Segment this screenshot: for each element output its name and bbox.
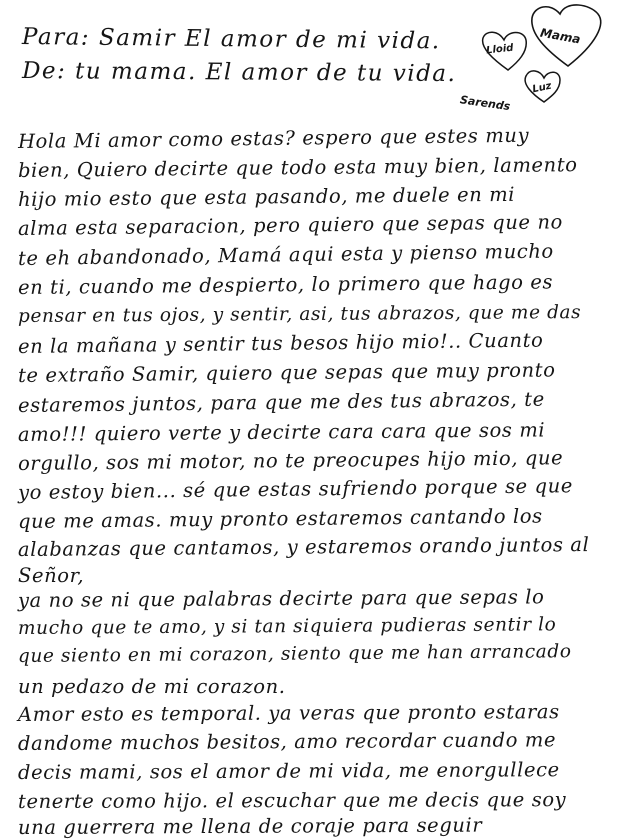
letter-line: yo estoy bien... sé que estas sufriendo porque se que [17,474,574,504]
letter-line: pensar en tus ojos, y sentir, asi, tus abrazos, que me das [17,302,582,327]
letter-line: alabanzas que cantamos, y estaremos orando juntos al [17,533,590,561]
letter-line: en ti, cuando me despierto, lo primero que hago es [17,270,554,299]
letter-line: mucho que te amo, y si tan siquiera pudieras sentir lo [17,614,557,639]
letter-line: amo!!! quiero verte y decirte cara cara que sos mi [17,418,546,446]
letter-line: en la mañana y sentir tus besos hijo mio!.. Cuanto [17,328,544,358]
letter-line: decis mami, sos el amor de mi vida, me enorgullece [17,758,560,784]
letter-line: orgullo, sos mi motor, no te preocupes hijo mio, que [17,446,564,475]
letter-line: bien, Quiero decirte que todo esta muy bien, lamento [17,153,578,182]
letter-line: te eh abandonado, Mamá aqui esta y pienso mucho [17,239,554,270]
letter-line: ya no se ni que palabras decirte para que sepas lo [17,585,545,612]
heart-label-sarends: Sarends [459,93,512,114]
letter-line: un pedazo de mi corazon. [18,675,286,698]
letter-line: Amor esto es temporal. ya veras que pronto estaras [17,700,560,726]
letter-line: Señor, [18,564,85,587]
heart-doodles [450,0,637,120]
heart-label-luz: Luz [531,80,553,96]
letter-recipient-line: Para: Samir El amor de mi vida. [21,24,441,55]
heart-label-mama: Mama [539,25,582,47]
letter-sender-line: De: tu mama. El amor de tu vida. [21,58,457,88]
heart-label-lloid: Lloid [485,42,514,57]
letter-line: una guerrera me llena de coraje para seguir [17,813,483,839]
letter-line: dandome muchos besitos, amo recordar cuando me [17,728,557,755]
letter-line: te extraño Samir, quiero que sepas que muy pronto [17,358,556,387]
letter-line: que siento en mi corazon, siento que me han arrancado [17,641,572,667]
letter-line: alma esta separacion, pero quiero que sepas que no [17,210,564,240]
letter-line: tenerte como hijo. el escuchar que me decis que soy [17,788,567,813]
letter-line: que me amas. muy pronto estaremos cantando los [17,504,543,533]
letter-line: hijo mio esto que esta pasando, me duele en mi [17,182,516,211]
letter-line: estaremos juntos, para que me des tus abrazos, te [17,387,545,417]
letter-line: Hola Mi amor como estas? espero que estes muy [17,123,530,153]
